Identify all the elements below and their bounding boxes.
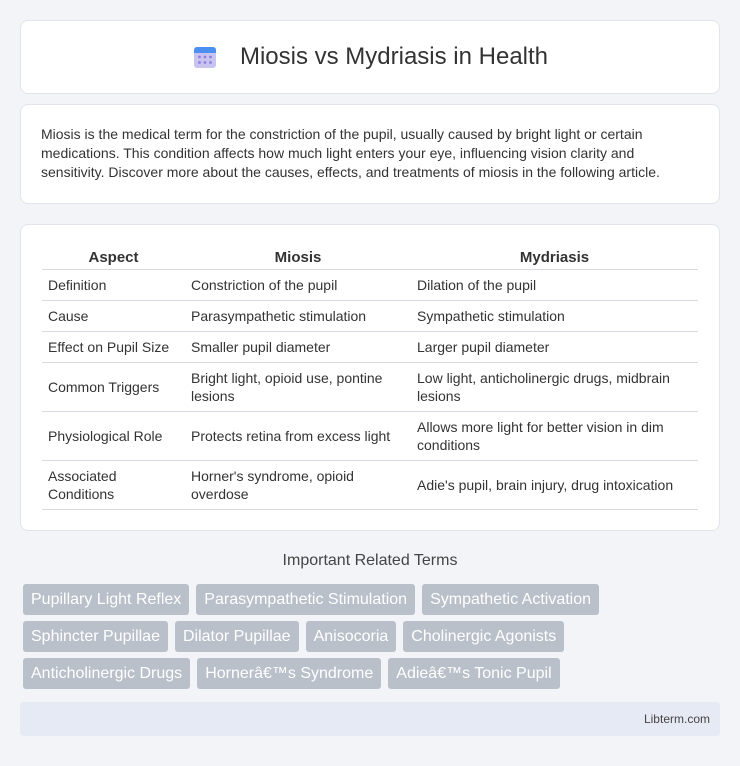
related-terms-title: Important Related Terms <box>282 552 458 569</box>
page-title: Miosis vs Mydriasis in Health <box>239 43 549 70</box>
table-row <box>42 270 698 301</box>
term-chip-adies-tonic-pupil[interactable]: Adieâ€™s Tonic Pupil <box>388 658 559 689</box>
header-card <box>20 20 720 94</box>
term-chip-dilator-pupillae[interactable]: Dilator Pupillae <box>175 621 299 652</box>
footer <box>20 702 720 736</box>
term-chip-cholinergic-agonists[interactable]: Cholinergic Agonists <box>403 621 564 652</box>
table-cell: Associated Conditions <box>42 461 185 510</box>
term-chip-pupillary-light-reflex[interactable]: Pupillary Light Reflex <box>23 584 189 615</box>
table-cell: Larger pupil diameter <box>411 332 698 363</box>
header-mydriasis: Mydriasis <box>411 245 698 270</box>
comparison-card <box>20 224 720 531</box>
comparison-table <box>42 245 698 510</box>
table-cell: Low light, anticholinergic drugs, midbrain lesions <box>411 363 698 412</box>
term-chip-anisocoria[interactable]: Anisocoria <box>306 621 397 652</box>
table-cell: Cause <box>42 301 185 332</box>
term-chip-anticholinergic-drugs[interactable]: Anticholinergic Drugs <box>23 658 190 689</box>
footer-site-link[interactable]: Libterm.com <box>643 712 710 726</box>
table-cell: Allows more light for better vision in dim conditions <box>411 412 698 461</box>
table-cell: Constriction of the pupil <box>185 270 411 301</box>
table-cell: Sympathetic stimulation <box>411 301 698 332</box>
table-row <box>42 301 698 332</box>
term-chip-sphincter-pupillae[interactable]: Sphincter Pupillae <box>23 621 168 652</box>
intro-text: Miosis is the medical term for the constriction of the pupil, usually caused by bright light or certain medications. This condition affects how much light enters your eye, influencing vision clarity and sensitivity. Discover more about the causes, effects, and treatments of miosis in the following article. <box>41 126 660 180</box>
table-cell: Adie's pupil, brain injury, drug intoxication <box>411 461 698 510</box>
table-cell: Dilation of the pupil <box>411 270 698 301</box>
table-cell: Protects retina from excess light <box>185 412 411 461</box>
table-row <box>42 461 698 510</box>
table-cell: Parasympathetic stimulation <box>185 301 411 332</box>
table-cell: Common Triggers <box>42 363 185 412</box>
term-chip-horners-syndrome[interactable]: Hornerâ€™s Syndrome <box>197 658 381 689</box>
table-row <box>42 332 698 363</box>
chip-row <box>23 621 723 652</box>
header-miosis: Miosis <box>185 245 411 270</box>
calendar-icon <box>192 44 218 70</box>
table-cell: Smaller pupil diameter <box>185 332 411 363</box>
chip-row <box>23 584 723 615</box>
term-chip-parasympathetic-stimulation[interactable]: Parasympathetic Stimulation <box>196 584 415 615</box>
table-cell: Definition <box>42 270 185 301</box>
table-row <box>42 363 698 412</box>
table-cell: Bright light, opioid use, pontine lesions <box>185 363 411 412</box>
term-chip-sympathetic-activation[interactable]: Sympathetic Activation <box>422 584 599 615</box>
table-cell: Effect on Pupil Size <box>42 332 185 363</box>
table-row <box>42 412 698 461</box>
header-aspect: Aspect <box>42 245 185 270</box>
related-terms-list <box>23 584 723 695</box>
chip-row <box>23 658 723 689</box>
table-cell: Physiological Role <box>42 412 185 461</box>
table-header-row <box>42 245 698 270</box>
intro-card <box>20 104 720 204</box>
table-cell: Horner's syndrome, opioid overdose <box>185 461 411 510</box>
